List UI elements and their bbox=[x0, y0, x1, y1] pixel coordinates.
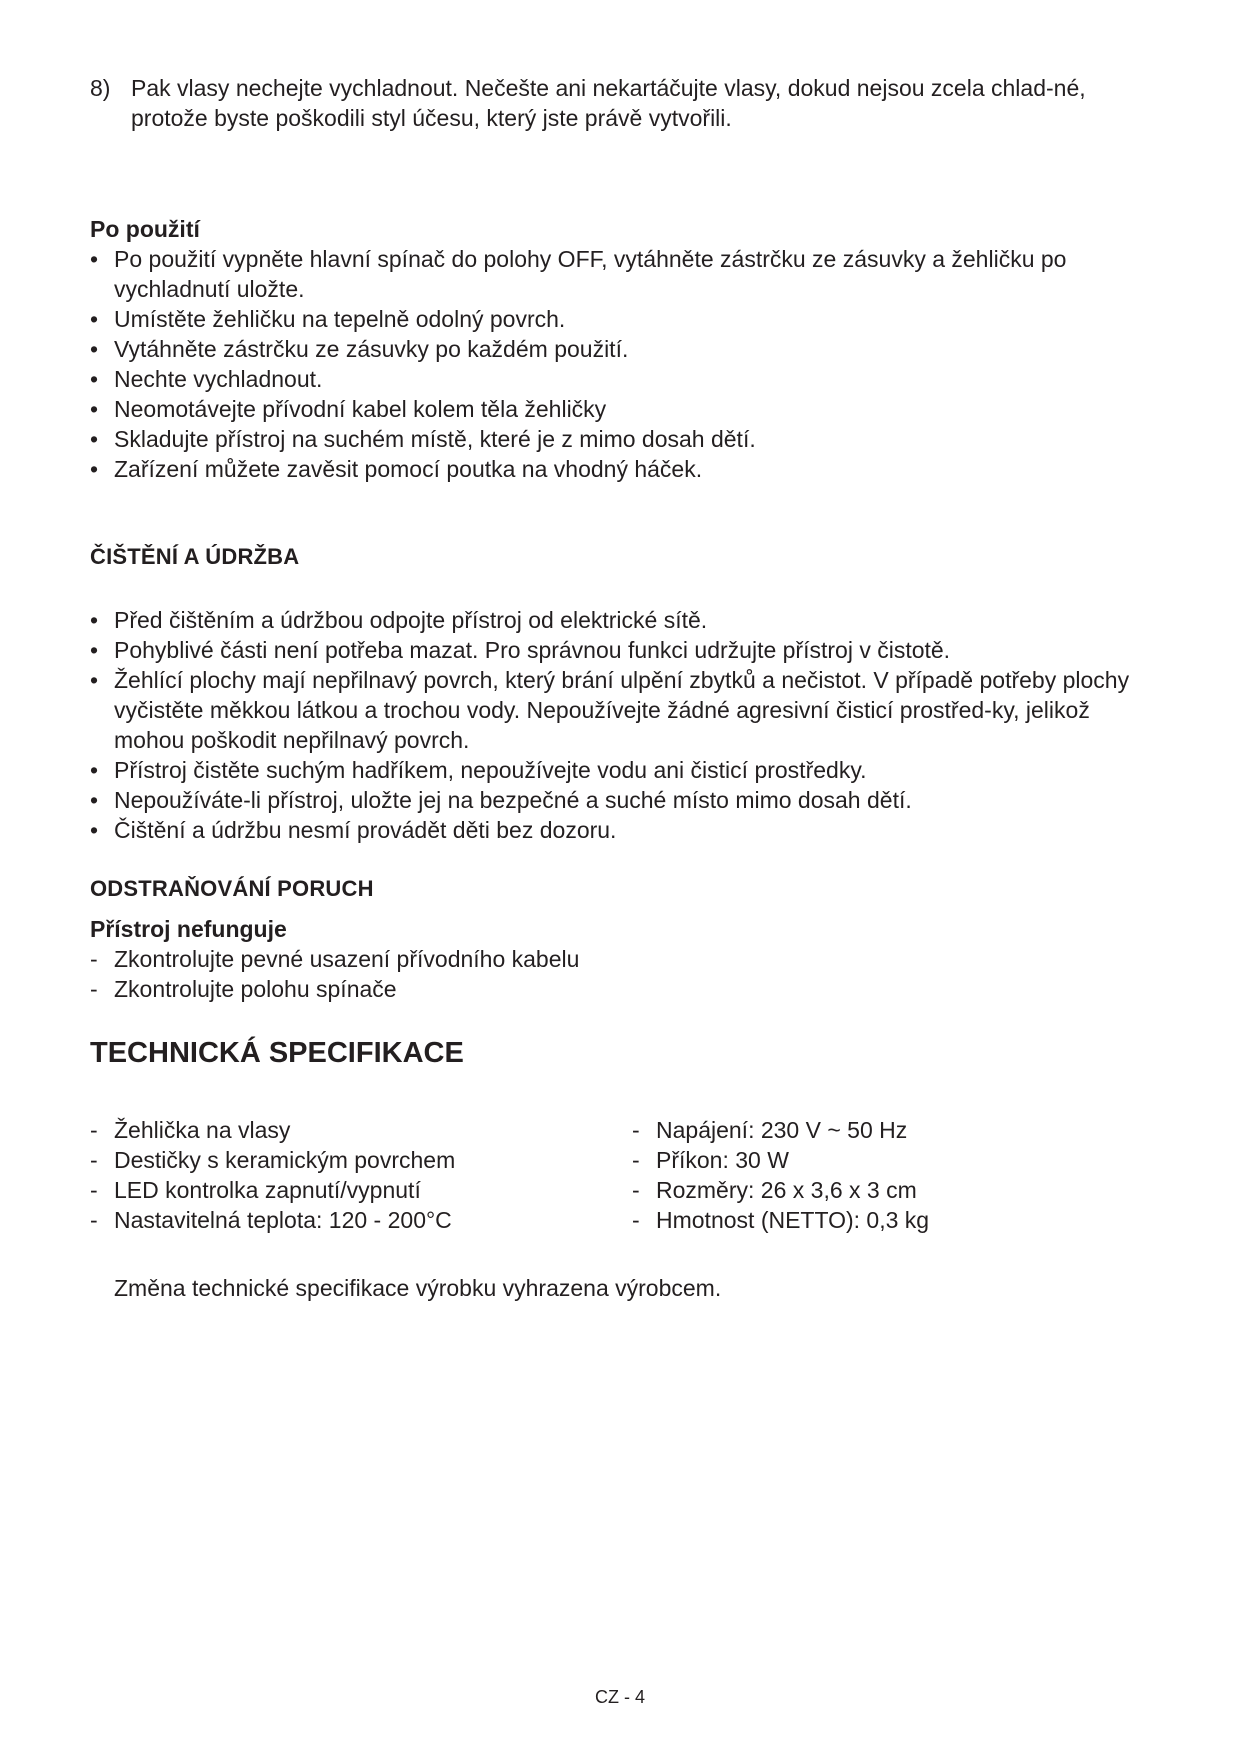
list-item: • Po použití vypněte hlavní spínač do polohy OFF, vytáhněte zástrčku ze zásuvky a žehličku po vychladnutí uložte. bbox=[90, 246, 1067, 302]
dash-mark: - bbox=[90, 1177, 98, 1203]
specs-note: Změna technické specifikace výrobku vyhrazena výrobcem. bbox=[114, 1275, 722, 1301]
specs-heading: TECHNICKÁ SPECIFIKACE bbox=[90, 1037, 464, 1069]
troubleshooting-heading: ODSTRAŇOVÁNÍ PORUCH bbox=[90, 876, 374, 901]
list-item: - Zkontrolujte pevné usazení přívodního kabelu bbox=[90, 946, 580, 972]
specs-list-left bbox=[90, 1115, 632, 1235]
list-item: • Vytáhněte zástrčku ze zásuvky po každém použití. bbox=[90, 336, 629, 362]
page-number: CZ - 4 bbox=[594, 1687, 645, 1707]
list-item: - Nastavitelná teplota: 120 - 200°C bbox=[90, 1207, 452, 1233]
bullet-mark: • bbox=[90, 637, 99, 663]
list-item: • Umístěte žehličku na tepelně odolný povrch. bbox=[90, 306, 566, 332]
list-item: - Zkontrolujte polohu spínače bbox=[90, 976, 397, 1002]
after-use-heading: Po použití bbox=[90, 216, 200, 242]
list-item: - Příkon: 30 W bbox=[632, 1147, 789, 1173]
bullet-mark: • bbox=[90, 396, 99, 422]
specs-list-right bbox=[632, 1115, 1160, 1235]
list-item: • Neomotávejte přívodní kabel kolem těla žehličky bbox=[90, 396, 607, 422]
list-item: • Skladujte přístroj na suchém místě, které je z mimo dosah dětí. bbox=[90, 426, 756, 452]
dash-mark: - bbox=[90, 1207, 98, 1233]
dash-mark: - bbox=[90, 1147, 98, 1173]
list-item: • Pohyblivé části není potřeba mazat. Pro správnou funkci udržujte přístroj v čistotě. bbox=[90, 637, 951, 663]
list-item: - Rozměry: 26 x 3,6 x 3 cm bbox=[632, 1177, 917, 1203]
dash-mark: - bbox=[632, 1147, 640, 1173]
list-item: • Před čištěním a údržbou odpojte přístroj od elektrické sítě. bbox=[90, 607, 708, 633]
troubleshooting-list bbox=[90, 944, 1160, 1004]
list-item: - LED kontrolka zapnutí/vypnutí bbox=[90, 1177, 421, 1203]
bullet-mark: • bbox=[90, 607, 99, 633]
list-item: • Žehlící plochy mají nepřilnavý povrch, který brání ulpění zbytků a nečistot. V případě potřeby plochy vyčistěte měkkou látkou a trochou vody. Nepoužívejte žádné agresivní čisticí prostřed-ky, jelikož mohou poškodit nepřilnavý povrch. bbox=[90, 667, 1130, 753]
list-item: - Napájení: 230 V ~ 50 Hz bbox=[632, 1117, 908, 1143]
list-item: - Žehlička na vlasy bbox=[90, 1117, 291, 1143]
bullet-mark: • bbox=[90, 757, 99, 783]
dash-mark: - bbox=[632, 1207, 640, 1233]
dash-mark: - bbox=[90, 1117, 98, 1143]
bullet-mark: • bbox=[90, 246, 99, 272]
bullet-mark: • bbox=[90, 336, 99, 362]
list-item: - Destičky s keramickým povrchem bbox=[90, 1147, 456, 1173]
after-use-list bbox=[90, 244, 1160, 484]
bullet-mark: • bbox=[90, 366, 99, 392]
step-text: Pak vlasy nechejte vychladnout. Nečešte ani nekartáčujte vlasy, dokud nejsou zcela chlad-né, protože byste poškodili styl účesu, který jste právě vytvořili. bbox=[131, 75, 1086, 131]
dash-mark: - bbox=[90, 976, 98, 1002]
step-8 bbox=[90, 73, 1160, 133]
bullet-mark: • bbox=[90, 306, 99, 332]
bullet-mark: • bbox=[90, 817, 99, 843]
dash-mark: - bbox=[632, 1117, 640, 1143]
list-item: • Čištění a údržbu nesmí provádět děti bez dozoru. bbox=[90, 817, 617, 843]
dash-mark: - bbox=[632, 1177, 640, 1203]
bullet-mark: • bbox=[90, 426, 99, 452]
cleaning-heading: ČIŠTĚNÍ A ÚDRŽBA bbox=[90, 544, 300, 569]
cleaning-list bbox=[90, 605, 1160, 845]
troubleshooting-subheading: Přístroj nefunguje bbox=[90, 916, 287, 942]
list-item: • Přístroj čistěte suchým hadříkem, nepoužívejte vodu ani čisticí prostředky. bbox=[90, 757, 867, 783]
list-item: • Nepoužíváte-li přístroj, uložte jej na bezpečné a suché místo mimo dosah dětí. bbox=[90, 787, 912, 813]
bullet-mark: • bbox=[90, 456, 99, 482]
specs-columns bbox=[90, 1115, 1160, 1235]
dash-mark: - bbox=[90, 946, 98, 972]
bullet-mark: • bbox=[90, 667, 99, 693]
list-item: • Nechte vychladnout. bbox=[90, 366, 323, 392]
bullet-mark: • bbox=[90, 787, 99, 813]
step-number: 8) bbox=[90, 75, 111, 101]
list-item: - Hmotnost (NETTO): 0,3 kg bbox=[632, 1207, 930, 1233]
list-item: • Zařízení můžete zavěsit pomocí poutka na vhodný háček. bbox=[90, 456, 703, 482]
